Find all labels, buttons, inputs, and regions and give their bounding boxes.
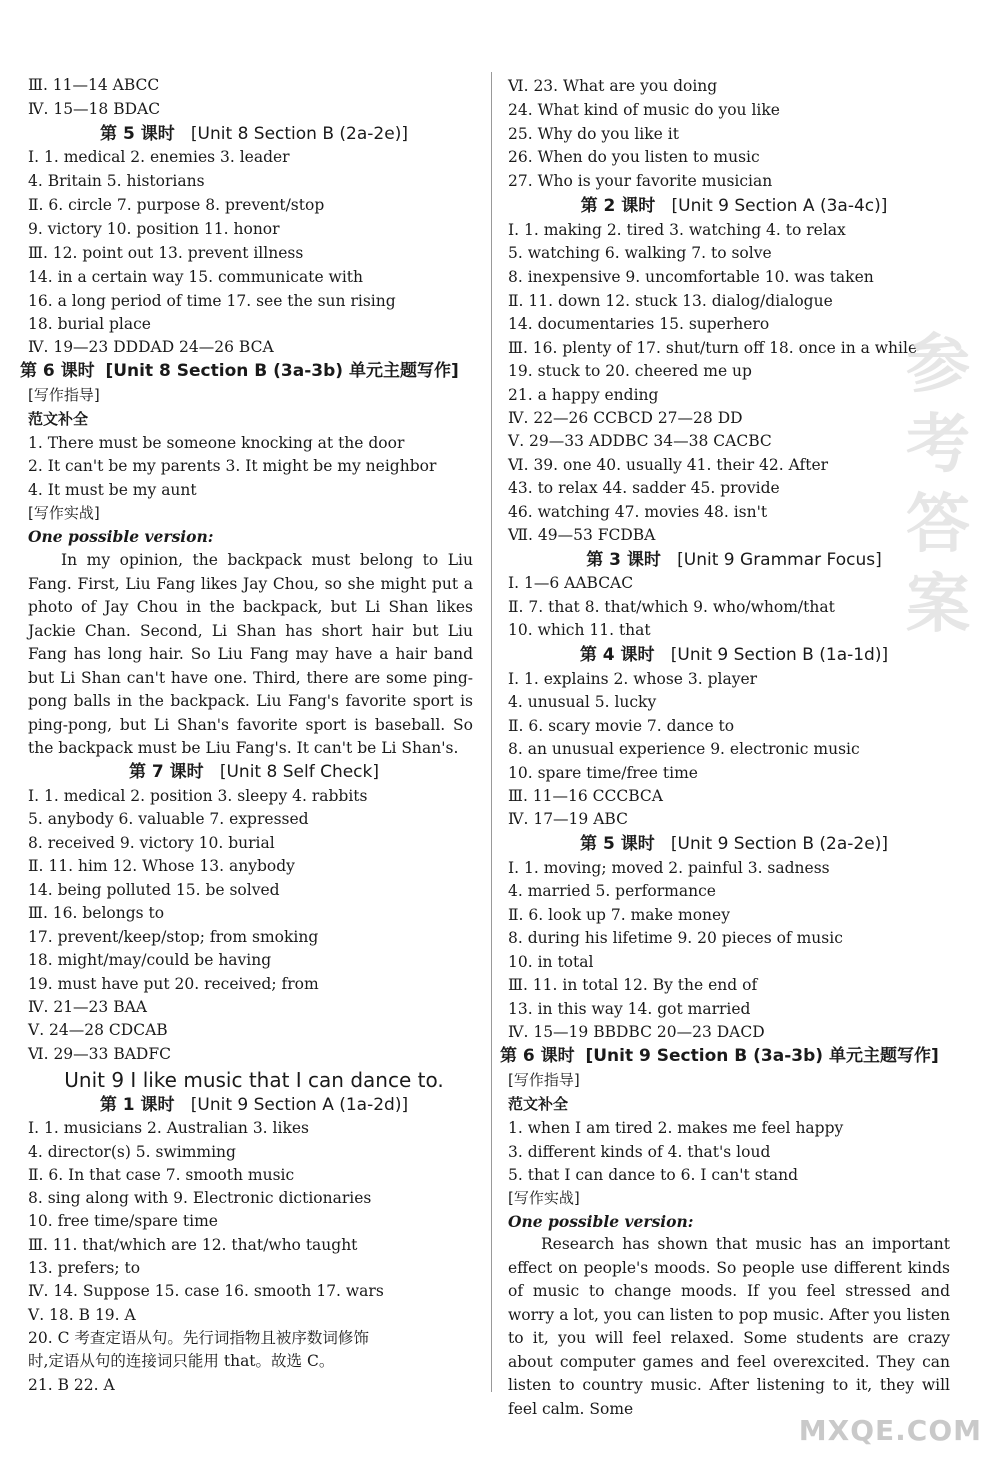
answer-line: Ⅱ. 6. look up 7. make money bbox=[508, 906, 730, 924]
answer-line: 8. received 9. victory 10. burial bbox=[28, 834, 275, 852]
answer-line: 4. married 5. performance bbox=[508, 882, 716, 900]
answer-line: Ⅲ. 11. that/which are 12. that/who taught bbox=[28, 1236, 358, 1254]
answer-line: Ⅴ. 18. B 19. A bbox=[28, 1306, 136, 1324]
answer-line: 3. different kinds of 4. that's loud bbox=[508, 1143, 771, 1161]
answer-line: 8. during his lifetime 9. 20 pieces of music bbox=[508, 929, 843, 947]
lesson-heading bbox=[28, 122, 480, 147]
answer-line: 13. prefers; to bbox=[28, 1259, 141, 1277]
unit-title: Unit 9 I like music that I can dance to. bbox=[64, 1068, 444, 1092]
answer-line: Ⅳ. 15—18 BDAC bbox=[28, 100, 161, 118]
answer-line: 10. which 11. that bbox=[508, 621, 651, 639]
answer-line: Ⅳ. 14. Suppose 15. case 16. smooth 17. wars bbox=[28, 1282, 384, 1300]
watermark-char: 案 bbox=[906, 567, 970, 642]
answer-line: Ⅳ. 22—26 CCBCD 27—28 DD bbox=[508, 409, 743, 427]
answer-line: Ⅲ. 11—14 ABCC bbox=[28, 76, 160, 94]
answer-line: 5. watching 6. walking 7. to solve bbox=[508, 244, 772, 262]
lesson-number: 第 7 课时 bbox=[128, 762, 204, 782]
lesson-unit: [Unit 9 Section A (3a-4c)] bbox=[671, 196, 888, 216]
watermark-char: 考 bbox=[906, 407, 970, 482]
answer-line: 1. There must be someone knocking at the door bbox=[28, 434, 405, 452]
site-watermark: MXQE.COM bbox=[798, 1414, 982, 1447]
lesson-heading bbox=[508, 548, 960, 573]
answer-line: Ⅴ. 29—33 ADDBC 34—38 CACBC bbox=[508, 432, 772, 450]
lesson-number: 第 1 课时 bbox=[99, 1095, 175, 1115]
answer-line: Ⅱ. 7. that 8. that/which 9. who/whom/that bbox=[508, 598, 835, 616]
answer-line: 5. that I can dance to 6. I can't stand bbox=[508, 1166, 799, 1184]
answer-line: 27. Who is your favorite musician bbox=[508, 172, 773, 190]
answer-line: 43. to relax 44. sadder 45. provide bbox=[508, 479, 780, 497]
answer-line: 8. inexpensive 9. uncomfortable 10. was taken bbox=[508, 268, 874, 286]
answer-line: Ⅲ. 16. plenty of 17. shut/turn off 18. once in a while bbox=[508, 339, 918, 357]
answer-line: Ⅳ. 17—19 ABC bbox=[508, 810, 628, 828]
answer-line: 4. Britain 5. historians bbox=[28, 172, 205, 190]
answer-line: Ⅲ. 11—16 CCCBCA bbox=[508, 787, 663, 805]
answer-line: Ⅱ. 11. him 12. Whose 13. anybody bbox=[28, 857, 295, 875]
answer-line: Ⅲ. 11. in total 12. By the end of bbox=[508, 976, 758, 994]
answer-line: Ⅲ. 12. point out 13. prevent illness bbox=[28, 244, 304, 262]
section-tag: [写作指导] bbox=[28, 386, 100, 404]
answer-line: Ⅴ. 24—28 CDCAB bbox=[28, 1021, 168, 1039]
sample-essay: Research has shown that music has an important effect on people's moods. So people use different kinds of music to change moods. If you feel stressed and worry a lot, you can listen to pop music. After you listen to it, you will feel relaxed. Some students are crazy about computer games and feel overexcited. They can listen to country music. After listening to it, they will feel calm. Some bbox=[508, 1235, 950, 1418]
answer-line: 18. burial place bbox=[28, 315, 151, 333]
lesson-heading bbox=[500, 1044, 960, 1069]
answer-line: Ⅳ. 21—23 BAA bbox=[28, 998, 147, 1016]
answer-line: Ⅱ. 11. down 12. stuck 13. dialog/dialogue bbox=[508, 292, 833, 310]
lesson-unit: [Unit 9 Grammar Focus] bbox=[677, 550, 882, 570]
answer-line: 10. free time/spare time bbox=[28, 1212, 218, 1230]
answer-line: 1. when I am tired 2. makes me feel happy bbox=[508, 1119, 844, 1137]
answer-line: Ⅱ. 6. In that case 7. smooth music bbox=[28, 1166, 295, 1184]
answer-line: Ⅶ. 49—53 FCDBA bbox=[508, 526, 656, 544]
lesson-number: 第 5 课时 bbox=[100, 124, 175, 144]
answer-line: 时,定语从句的连接词只能用 that。故选 C。 bbox=[28, 1352, 335, 1370]
section-tag: 范文补全 bbox=[508, 1095, 569, 1113]
answer-line: 20. C 考查定语从句。先行词指物且被序数词修饰 bbox=[28, 1329, 369, 1347]
answer-line: 4. unusual 5. lucky bbox=[508, 693, 657, 711]
answer-line: Ⅰ. 1. moving; moved 2. painful 3. sadness bbox=[508, 859, 830, 877]
lesson-number: 第 5 课时 bbox=[580, 834, 655, 854]
answer-line: Ⅱ. 6. circle 7. purpose 8. prevent/stop bbox=[28, 196, 325, 214]
answer-line: Ⅰ. 1. making 2. tired 3. watching 4. to relax bbox=[508, 221, 846, 239]
lesson-heading bbox=[20, 359, 480, 384]
column-divider bbox=[491, 72, 492, 1392]
sample-essay: In my opinion, the backpack must belong to Liu Fang. First, Liu Fang likes Jay Chou, so she might put a photo of Jay Chou in the backpack, but Li Shan likes Jackie Chan. Second, Li Shan has short hair but Liu Fang has long hair. So Liu Fang may have a hair band but Li Shan can't have one. Third, there are some ping-pong balls in the backpack. Liu Fang's favorite sport is ping-pong, but Li Shan's favorite sport is baseball. So the backpack must be Liu Fang's. It can't be Li Shan's. bbox=[28, 551, 473, 757]
lesson-unit: [Unit 9 Section B (3a-3b) 单元主题写作] bbox=[585, 1046, 939, 1066]
answer-line: 24. What kind of music do you like bbox=[508, 101, 780, 119]
answer-line: 21. a happy ending bbox=[508, 386, 659, 404]
watermark-char: 参 bbox=[906, 327, 970, 402]
answer-line: 19. stuck to 20. cheered me up bbox=[508, 362, 752, 380]
answer-line: 17. prevent/keep/stop; from smoking bbox=[28, 928, 319, 946]
lesson-unit: [Unit 9 Section B (1a-1d)] bbox=[670, 645, 889, 665]
lesson-heading bbox=[508, 832, 960, 857]
answer-line: 19. must have put 20. received; from bbox=[28, 975, 319, 993]
answer-line: 14. being polluted 15. be solved bbox=[28, 881, 280, 899]
lesson-unit: [Unit 8 Self Check] bbox=[219, 762, 380, 782]
answer-line: Ⅰ. 1. musicians 2. Australian 3. likes bbox=[28, 1119, 309, 1137]
lesson-unit: [Unit 9 Section A (1a-2d)] bbox=[190, 1095, 409, 1115]
answer-line: Ⅰ. 1. medical 2. position 3. sleepy 4. rabbits bbox=[28, 787, 368, 805]
lesson-heading bbox=[28, 1093, 480, 1118]
lesson-heading bbox=[508, 643, 960, 668]
answer-line: 25. Why do you like it bbox=[508, 125, 679, 143]
answer-line: Ⅱ. 6. scary movie 7. dance to bbox=[508, 717, 735, 735]
section-tag: [写作指导] bbox=[508, 1071, 580, 1089]
answer-line: 10. in total bbox=[508, 953, 594, 971]
lesson-heading bbox=[28, 760, 480, 785]
answer-line: 8. an unusual experience 9. electronic music bbox=[508, 740, 860, 758]
section-tag: 范文补全 bbox=[28, 410, 89, 428]
answer-line: Ⅰ. 1. explains 2. whose 3. player bbox=[508, 670, 758, 688]
answer-line: Ⅵ. 39. one 40. usually 41. their 42. After bbox=[508, 456, 829, 474]
answer-line: Ⅳ. 15—19 BBDBC 20—23 DACD bbox=[508, 1023, 765, 1041]
answer-line: 4. director(s) 5. swimming bbox=[28, 1143, 236, 1161]
lesson-number: 第 2 课时 bbox=[580, 196, 656, 216]
answer-line: 10. spare time/free time bbox=[508, 764, 698, 782]
answer-line: 46. watching 47. movies 48. isn't bbox=[508, 503, 768, 521]
lesson-heading bbox=[508, 194, 960, 219]
answer-line: Ⅵ. 29—33 BADFC bbox=[28, 1045, 171, 1063]
answer-line: Ⅳ. 19—23 DDDAD 24—26 BCA bbox=[28, 338, 274, 356]
lesson-number: 第 4 课时 bbox=[579, 645, 655, 665]
version-label: One possible version: bbox=[28, 527, 214, 546]
answer-line: 16. a long period of time 17. see the sun rising bbox=[28, 292, 396, 310]
answer-line: Ⅰ. 1—6 AABCAC bbox=[508, 574, 634, 592]
lesson-number: 第 6 课时 bbox=[500, 1046, 575, 1066]
section-tag: [写作实战] bbox=[508, 1189, 580, 1207]
answer-line: 9. victory 10. position 11. honor bbox=[28, 220, 280, 238]
lesson-unit: [Unit 8 Section B (3a-3b) 单元主题写作] bbox=[105, 361, 459, 381]
lesson-number: 第 6 课时 bbox=[20, 361, 95, 381]
answer-line: 5. anybody 6. valuable 7. expressed bbox=[28, 810, 309, 828]
answer-line: 18. might/may/could be having bbox=[28, 951, 272, 969]
lesson-number: 第 3 课时 bbox=[586, 550, 661, 570]
watermark-char: 答 bbox=[906, 487, 970, 562]
answer-line: 4. It must be my aunt bbox=[28, 481, 197, 499]
answer-line: 14. in a certain way 15. communicate with bbox=[28, 268, 363, 286]
answer-line: 2. It can't be my parents 3. It might be my neighbor bbox=[28, 457, 437, 475]
answer-line: 13. in this way 14. got married bbox=[508, 1000, 751, 1018]
answer-line: 21. B 22. A bbox=[28, 1376, 115, 1394]
answer-line: Ⅰ. 1. medical 2. enemies 3. leader bbox=[28, 148, 290, 166]
answer-line: 8. sing along with 9. Electronic dictionaries bbox=[28, 1189, 372, 1207]
answer-line: 26. When do you listen to music bbox=[508, 148, 760, 166]
lesson-unit: [Unit 8 Section B (2a-2e)] bbox=[190, 124, 408, 144]
section-tag: [写作实战] bbox=[28, 504, 100, 522]
answer-line: Ⅲ. 16. belongs to bbox=[28, 904, 165, 922]
lesson-unit: [Unit 9 Section B (2a-2e)] bbox=[670, 834, 888, 854]
answer-line: 14. documentaries 15. superhero bbox=[508, 315, 770, 333]
version-label: One possible version: bbox=[508, 1212, 694, 1231]
answer-line: Ⅵ. 23. What are you doing bbox=[508, 77, 718, 95]
